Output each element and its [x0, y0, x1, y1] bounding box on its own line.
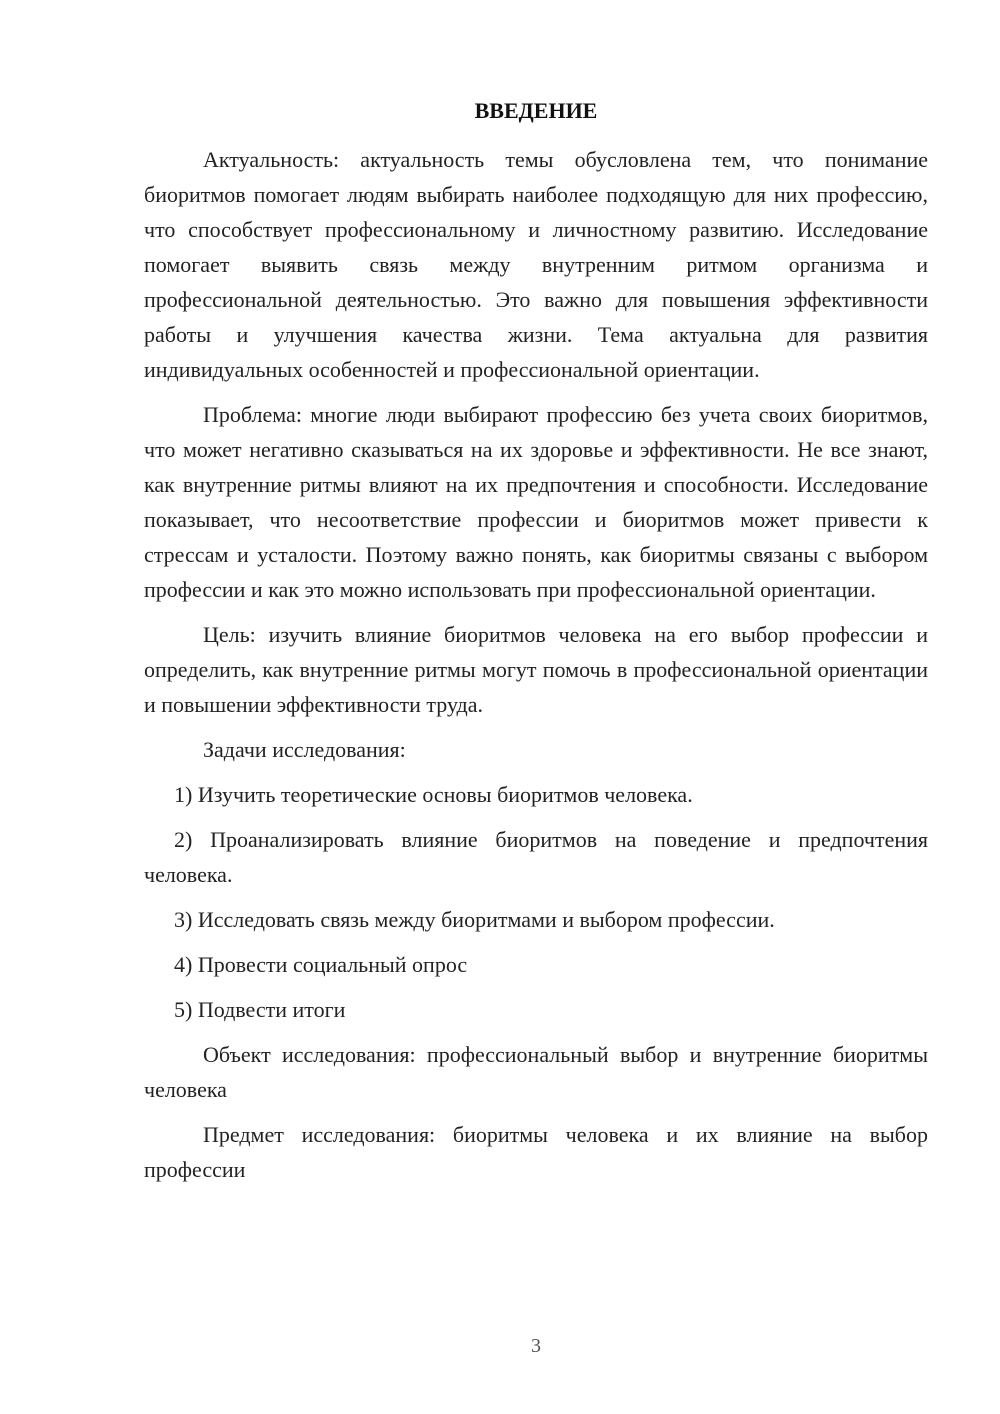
paragraph-object: Объект исследования: профессиональный выбор и внутренние биоритмы человека — [144, 1042, 928, 1102]
task-item-5: 5) Подвести итоги — [174, 997, 346, 1022]
paragraph-problem: Проблема: многие люди выбирают профессию без учета своих биоритмов, что может негативно сказываться на их здоровье и эффективности. Не все знают, как внутренние ритмы влияют на их предпочтения и способности. Исследование показывает, что несоответствие профессии и биоритмов может привести к стрессам и усталости. Поэтому важно понять, как биоритмы связаны с выбором профессии и как это можно использовать при профессиональной ориентации. — [144, 402, 928, 602]
paragraph-subject: Предмет исследования: биоритмы человека и их влияние на выбор профессии — [144, 1122, 928, 1182]
page-number: 3 — [531, 1335, 541, 1357]
paragraph-goal: Цель: изучить влияние биоритмов человека на его выбор профессии и определить, как внутренние ритмы могут помочь в профессиональной ориентации и повышении эффективности труда. — [144, 622, 928, 717]
page-title: ВВЕДЕНИЕ — [474, 98, 598, 123]
document-body — [144, 142, 928, 1197]
tasks-heading: Задачи исследования: — [203, 737, 406, 762]
task-item-1: 1) Изучить теоретические основы биоритмов человека. — [174, 782, 693, 807]
task-item-4: 4) Провести социальный опрос — [174, 952, 468, 977]
task-item-3: 3) Исследовать связь между биоритмами и выбором профессии. — [174, 907, 775, 932]
task-item-2: 2) Проанализировать влияние биоритмов на поведение и предпочтения человека. — [144, 827, 928, 887]
paragraph-relevance: Актуальность: актуальность темы обусловлена тем, что понимание биоритмов помогает людям выбирать наиболее подходящую для них профессию, что способствует профессиональному и личностному развитию. Исследование помогает выявить связь между внутренним ритмом организма и профессиональной деятельностью. Это важно для повышения эффективности работы и улучшения качества жизни. Тема актуальна для развития индивидуальных особенностей и профессиональной ориентации. — [144, 147, 928, 382]
